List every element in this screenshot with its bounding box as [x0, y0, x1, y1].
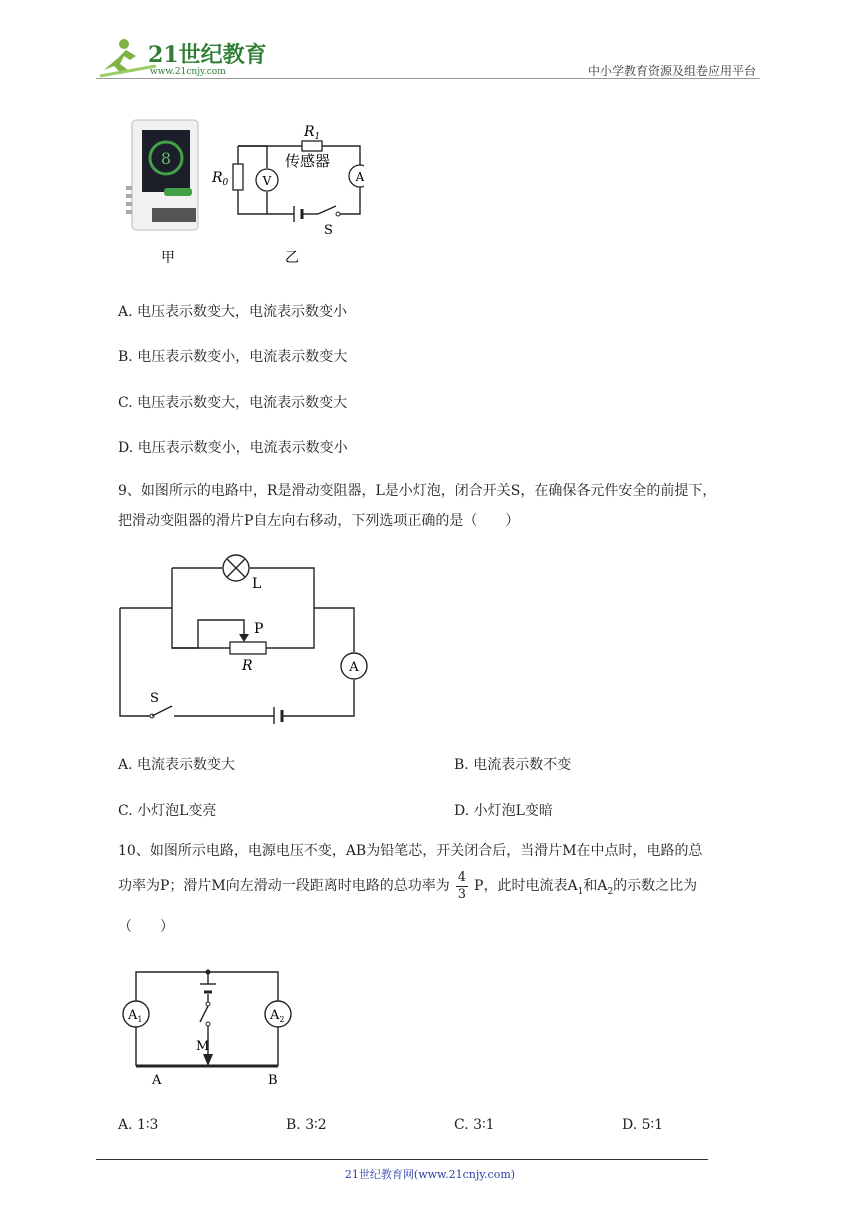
- footer-divider: [96, 1159, 708, 1160]
- logo-text: 21世纪教育: [148, 42, 266, 68]
- footer-site-link[interactable]: 21世纪教育网(www.21cnjy.com): [344, 1168, 516, 1181]
- r0-label: $R_0$: [212, 170, 229, 188]
- q8-option-c[interactable]: C. 电压表示数变大，电流表示数变大: [118, 395, 348, 411]
- device-screen-reading: 8: [160, 149, 172, 168]
- resistor-r0: [233, 164, 243, 190]
- slider-m-label: M: [196, 1039, 210, 1054]
- q8-option-a[interactable]: A. 电压表示数变大，电流表示数变小: [118, 304, 348, 320]
- q8-option-b[interactable]: B. 电压表示数变小，电流表示数变大: [118, 349, 348, 365]
- fraction-four-thirds: $\frac{4}{3}$: [457, 869, 467, 902]
- q10-line-1: 10、如图所示电路，电源电压不变，AB为铅笔芯，开关闭合后，当滑片M在中点时，电路的总: [118, 843, 703, 859]
- q10-option-d[interactable]: D. 5∶1: [622, 1117, 664, 1133]
- q9-question: [118, 476, 778, 536]
- slider-m-arrow: [203, 1054, 213, 1066]
- q10-option-c[interactable]: C. 3∶1: [454, 1117, 495, 1133]
- sensor-device-image: [126, 120, 198, 230]
- switch-s: [152, 706, 172, 716]
- switch-icon: [200, 1006, 208, 1022]
- site-logo: [96, 36, 266, 80]
- r1-label: $R_1$: [304, 124, 321, 142]
- q10-line-3: （ ）: [118, 918, 174, 935]
- header-divider: [96, 78, 760, 79]
- a1-label: $A_1$: [128, 1008, 143, 1024]
- q8-figure: [124, 116, 364, 276]
- label-yi: 乙: [285, 250, 299, 266]
- q9-line-1: 9、如图所示的电路中，R是滑动变阻器，L是小灯泡，闭合开关S，在确保各元件安全的前提下，: [118, 483, 717, 499]
- voltmeter-label: V: [262, 174, 272, 188]
- q9-option-b[interactable]: B. 电流表示数不变: [454, 757, 572, 773]
- q8-option-d[interactable]: D. 电压表示数变小，电流表示数变小: [118, 440, 348, 456]
- ammeter-label: A: [355, 170, 364, 184]
- q9-option-d[interactable]: D. 小灯泡L变暗: [454, 803, 553, 819]
- a2-label: $A_2$: [270, 1008, 285, 1024]
- q10-question: [118, 836, 768, 942]
- ammeter-label: A: [349, 660, 359, 675]
- switch-label: S: [324, 223, 333, 238]
- q10-line-2: 功率为P；滑片M向左滑动一段距离时电路的总功率为 $\frac{4}{3}$ P，此时电流表$A_1$和$A_2$的示数之比为: [118, 869, 698, 902]
- sensor-label: 传感器: [285, 152, 331, 170]
- end-b-label: B: [268, 1073, 278, 1088]
- lamp-label: L: [252, 576, 262, 592]
- logo-url: www.21cnjy.com: [150, 67, 226, 77]
- header-platform-text: 中小学教育资源及组卷应用平台: [587, 64, 756, 78]
- slider-p-arrow: [239, 634, 249, 642]
- q9-figure: [110, 552, 370, 728]
- slider-label: P: [254, 621, 264, 637]
- q9-option-c[interactable]: C. 小灯泡L变亮: [118, 803, 217, 819]
- q9-option-a[interactable]: A. 电流表示数变大: [118, 757, 236, 773]
- rheostat-r: [230, 642, 266, 654]
- switch-s: [318, 206, 336, 214]
- q9-line-2: 把滑动变阻器的滑片P自左向右移动，下列选项正确的是（ ）: [118, 513, 520, 529]
- resistor-r1: [302, 141, 322, 151]
- end-a-label: A: [152, 1073, 162, 1088]
- switch-label: S: [150, 691, 159, 706]
- q10-option-a[interactable]: A. 1∶3: [118, 1117, 159, 1133]
- q10-option-b[interactable]: B. 3∶2: [286, 1117, 327, 1133]
- q10-figure: [116, 962, 316, 1094]
- rheostat-label: R: [242, 658, 253, 674]
- label-jia: 甲: [161, 250, 175, 266]
